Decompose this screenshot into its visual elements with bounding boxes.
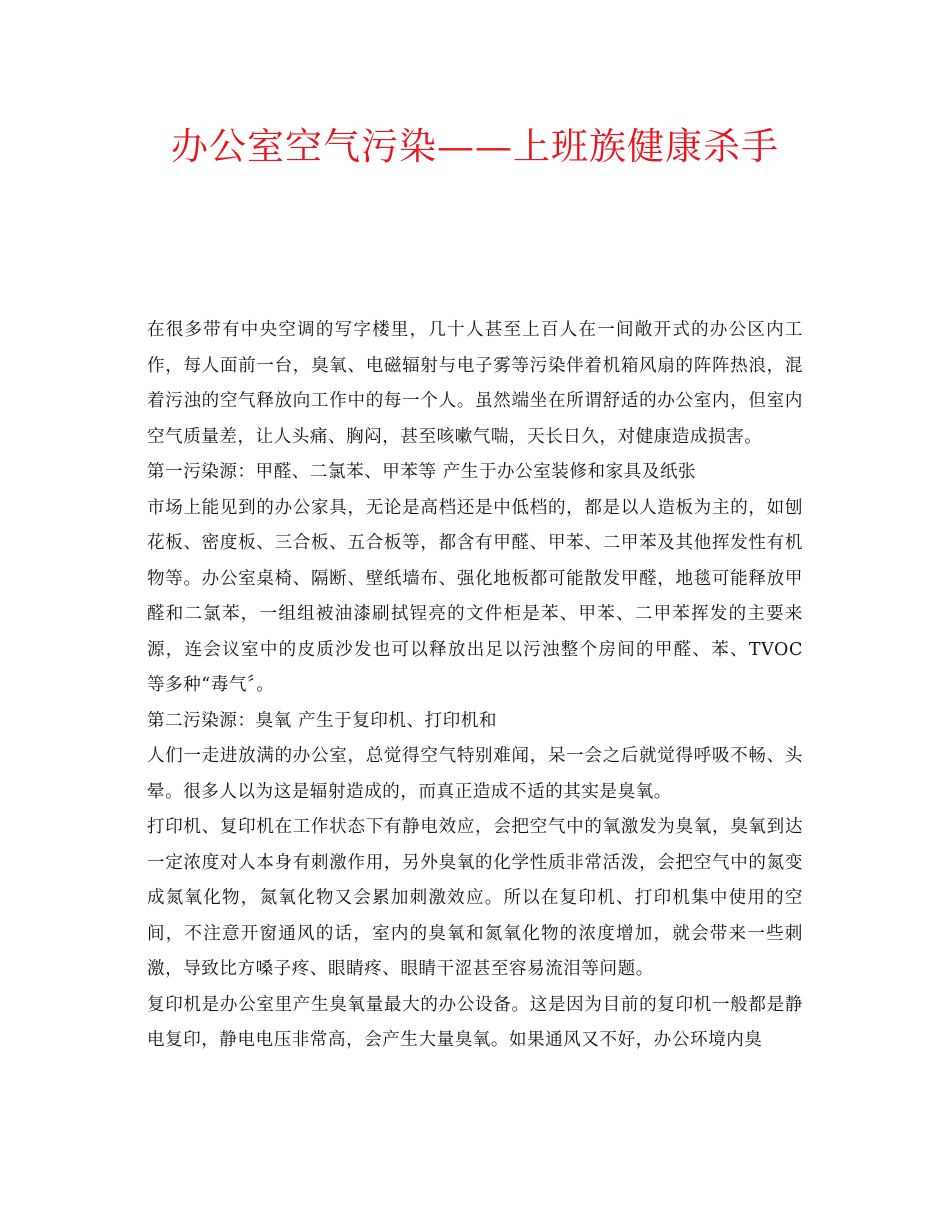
- section-heading-source-1: 第一污染源：甲醛、二氯苯、甲苯等 产生于办公室装修和家具及纸张: [147, 462, 697, 482]
- paragraph-furniture: 市场上能见到的办公家具，无论是高档还是中低档的，都是以人造板为主的，如刨花板、密度板、三合板、五合板等，都含有甲醛、甲苯、二甲苯及其他挥发性有机物等。办公室桌椅、隔断、壁纸墙布、强化地板都可能散发甲醛，地毯可能释放甲醛和二氯苯，一组组被油漆刷拭锃亮的文件柜是苯、甲苯、二甲苯挥发的主要来源，连会议室中的皮质沙发也可以释放出足以污浊整个房间的甲醛、苯、TVOC 等多种“毒气〞。: [147, 497, 803, 695]
- paragraph-printer-static: 打印机、复印机在工作状态下有静电效应，会把空气中的氧激发为臭氧，臭氧到达一定浓度对人本身有刺激作用，另外臭氧的化学性质非常活泼，会把空气中的氮变成氮氧化物，氮氧化物又会累加刺激效应。所以在复印机、打印机集中使用的空间，不注意开窗通风的话，室内的臭氧和氮氧化物的浓度增加，就会带来一些刺激，导致比方嗓子疼、眼睛疼、眼睛干涩甚至容易流泪等问题。: [147, 817, 803, 979]
- paragraph-copier: 复印机是办公室里产生臭氧量最大的办公设备。这是因为目前的复印机一般都是静电复印，静电电压非常高，会产生大量臭氧。如果通风又不好，办公环境内臭: [147, 994, 803, 1050]
- paragraph-ozone-smell: 人们一走进放满的办公室，总觉得空气特别难闻，呆一会之后就觉得呼吸不畅、头晕。很多人以为这是辐射造成的，而真正造成不适的其实是臭氧。: [147, 746, 803, 802]
- section-heading-source-2: 第二污染源：臭氧 产生于复印机、打印机和: [147, 710, 498, 731]
- document-body: [147, 313, 803, 1059]
- document-title: 办公室空气污染——上班族健康杀手: [171, 125, 779, 168]
- paragraph-intro: 在很多带有中央空调的写字楼里，几十人甚至上百人在一间敞开式的办公区内工作，每人面前一台，臭氧、电磁辐射与电子雾等污染伴着机箱风扇的阵阵热浪，混着污浊的空气释放向工作中的每一个人。虽然端坐在所谓舒适的办公室内，但室内空气质量差，让人头痛、胸闷，甚至咳嗽气喘，天长日久，对健康造成损害。: [147, 320, 803, 447]
